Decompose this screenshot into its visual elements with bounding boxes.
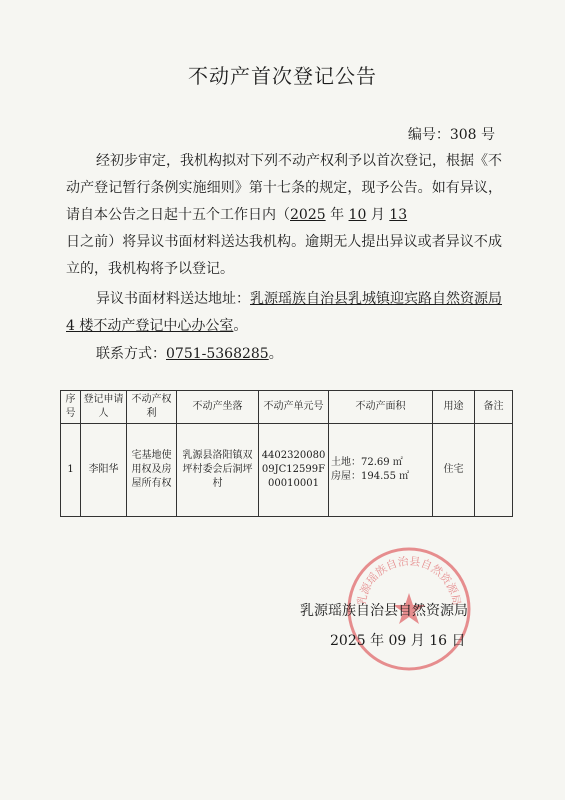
cell-unit-no: 440232008009JC12599F00010001 — [259, 424, 329, 517]
issuer-signature: 乳源瑶族自治县自然资源局 — [300, 603, 468, 619]
header-remark: 备注 — [475, 391, 513, 424]
deadline-day: 13 — [389, 207, 408, 223]
page-title: 不动产首次登记公告 — [188, 64, 377, 88]
cell-location: 乳源县洛阳镇双坪村委会后洞坪村 — [177, 424, 259, 517]
cell-remark — [475, 424, 513, 517]
area-house: 房屋：194.55 ㎡ — [331, 471, 410, 482]
header-use: 用途 — [433, 391, 475, 424]
table-header-row — [61, 391, 513, 424]
header-applicant: 登记申请人 — [81, 391, 127, 424]
header-seq: 序号 — [61, 391, 81, 424]
para1-text-c: 月 — [366, 207, 390, 223]
header-area: 不动产面积 — [329, 391, 433, 424]
para1-text-b: 年 — [325, 207, 349, 223]
address-label: 异议书面材料送达地址： — [96, 291, 250, 307]
cell-area — [329, 424, 433, 517]
cell-use: 住宅 — [433, 424, 475, 517]
header-unit-no: 不动产单元号 — [259, 391, 329, 424]
para3-end: 。 — [268, 346, 283, 362]
notice-paragraph-2 — [66, 286, 502, 340]
contact-label: 联系方式： — [96, 346, 166, 362]
table-row — [61, 424, 513, 517]
notice-paragraph-1 — [66, 148, 502, 283]
cell-seq: 1 — [61, 424, 81, 517]
notice-paragraph-3 — [96, 341, 502, 368]
property-table-wrapper — [60, 390, 512, 517]
para1-text-a: 经初步审定，我机构拟对下列不动产权利予以首次登记，根据《不动产登记暂行条例实施细则》第十七条的规定，现予公告。如有异议，请自本公告之日起十五个工作日内（ — [66, 153, 502, 223]
cell-right: 宅基地使用权及房屋所有权 — [127, 424, 177, 517]
deadline-month: 10 — [348, 207, 367, 223]
deadline-year: 2025 — [290, 207, 326, 223]
document-number: 编号：308 号 — [407, 127, 495, 143]
issue-date: 2025 年 09 月 16 日 — [330, 633, 466, 649]
seal-text: 乳源瑶族自治县自然资源局 — [354, 554, 464, 607]
area-land: 土地：72.69 ㎡ — [331, 457, 403, 468]
para2-end: 。 — [233, 318, 248, 334]
contact-phone: 0751-5368285 — [166, 346, 269, 362]
header-location: 不动产坐落 — [177, 391, 259, 424]
property-table — [60, 390, 513, 517]
para1-text-d: 日之前）将异议书面材料送达我机构。逾期无人提出异议或者异议不成立的，我机构将予以登记。 — [66, 234, 502, 277]
objection-address: 乳源瑶族自治县乳城镇迎宾路自然资源局 4 楼不动产登记中心办公室 — [66, 291, 502, 334]
header-right: 不动产权利 — [127, 391, 177, 424]
cell-applicant: 李阳华 — [81, 424, 127, 517]
